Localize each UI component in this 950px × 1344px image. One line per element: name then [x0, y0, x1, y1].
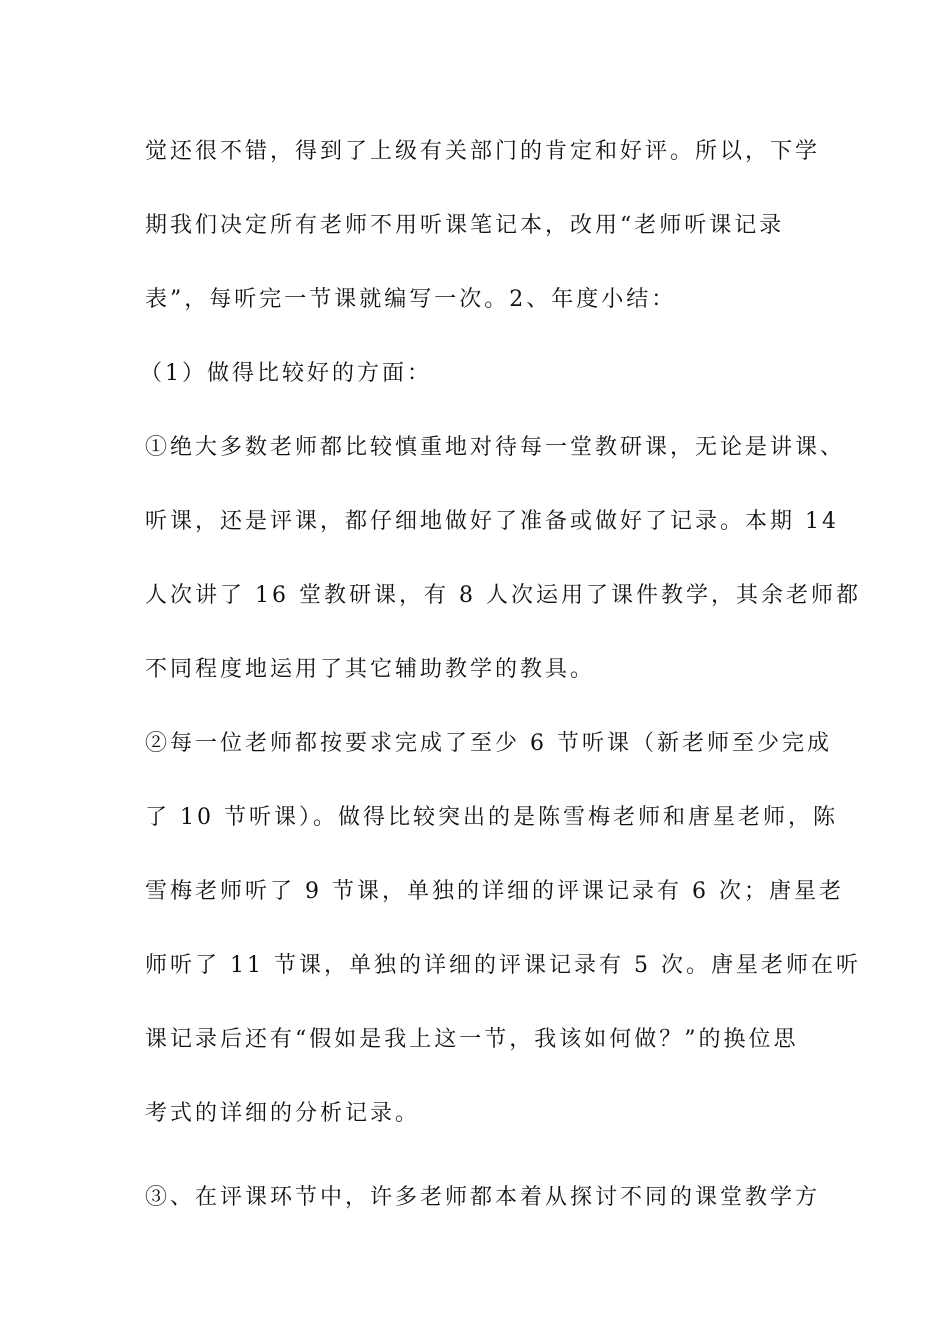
text-line: 了 10 节听课）。做得比较突出的是陈雪梅老师和唐星老师，陈 — [145, 805, 838, 830]
text-line: 期我们决定所有老师不用听课笔记本，改用“老师听课记录 — [145, 213, 785, 238]
text-line: 师听了 11 节课，单独的详细的评课记录有 5 次。唐星老师在听 — [145, 953, 861, 978]
text-line: 表”，每听完一节课就编写一次。2、年度小结： — [145, 287, 677, 312]
text-line: ③、在评课环节中，许多老师都本着从探讨不同的课堂教学方 — [145, 1185, 821, 1210]
text-line: ②每一位老师都按要求完成了至少 6 节听课（新老师至少完成 — [145, 731, 832, 756]
text-line: 雪梅老师听了 9 节课，单独的详细的评课记录有 6 次；唐星老 — [145, 879, 844, 904]
text-line: 听课，还是评课，都仔细地做好了准备或做好了记录。本期 14 — [145, 509, 839, 534]
text-line: 人次讲了 16 堂教研课，有 8 人次运用了课件教学，其余老师都 — [145, 583, 861, 608]
text-line: 课记录后还有“假如是我上这一节，我该如何做？”的换位思 — [145, 1027, 799, 1052]
text-line: 觉还很不错，得到了上级有关部门的肯定和好评。所以，下学 — [145, 139, 821, 164]
text-line: ①绝大多数老师都比较慎重地对待每一堂教研课，无论是讲课、 — [145, 435, 846, 460]
subheading: （1）做得比较好的方面： — [140, 361, 432, 386]
text-line: 不同程度地运用了其它辅助教学的教具。 — [145, 657, 596, 682]
text-line: 考式的详细的分析记录。 — [145, 1101, 421, 1126]
